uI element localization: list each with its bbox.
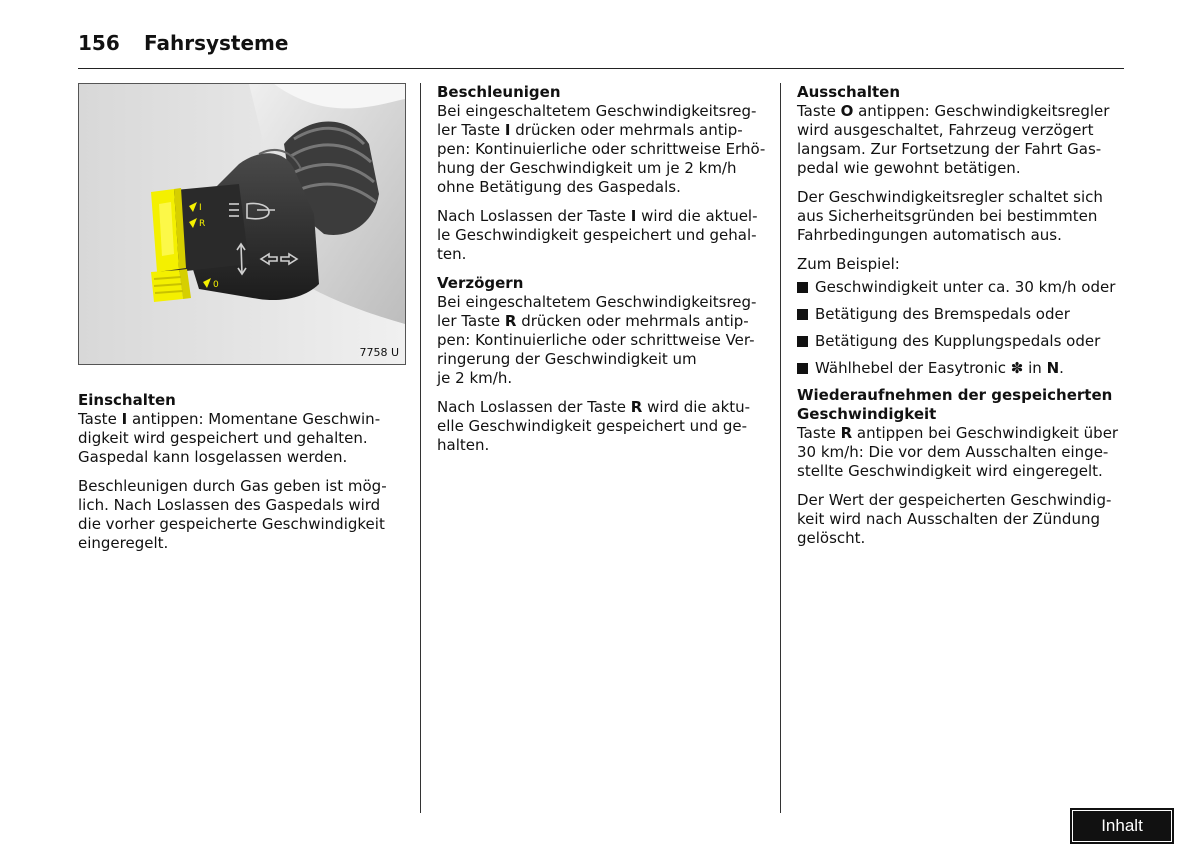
- paragraph-beschleunigen-gas: Beschleunigen durch Gas geben ist mög- lich. Nach Loslassen des Gaspedals wird die vorher gespeicherte Geschwindigkeit eingeregelt.: [78, 477, 387, 552]
- column-divider: [420, 83, 421, 813]
- mark-i: I: [199, 203, 202, 213]
- heading-beschleunigen: Beschleunigen: [437, 83, 561, 101]
- yellow-button-top: [151, 188, 186, 272]
- paragraph-verzoegern-2: Nach Loslassen der Taste R wird die aktu- elle Geschwindigkeit gespeichert und ge- halten.: [437, 398, 751, 454]
- paragraph-wiederaufnehmen-1: Taste R antippen bei Geschwindigkeit über 30 km/h: Die vor dem Ausschalten einge- stellte Geschwindigkeit wird eingeregelt.: [797, 424, 1119, 480]
- yellow-button-bottom: [151, 269, 191, 302]
- column-divider: [780, 83, 781, 813]
- list-item: Betätigung des Bremspedals oder: [797, 305, 1127, 324]
- paragraph-beschleunigen-1: Bei eingeschaltetem Geschwindigkeitsreg- ler Taste I drücken oder mehrmals antip- pen: Kontinuierliche oder schrittweise Erhö- hung der Geschwindigkeit um je 2 km/h ohne Betätigung des Gaspedals.: [437, 102, 766, 196]
- heading-verzoegern: Verzögern: [437, 274, 524, 292]
- figure-label: 7758 U: [359, 346, 399, 359]
- page-header: [78, 30, 1124, 69]
- bullet-square-icon: [797, 309, 808, 320]
- list-item: Wählhebel der Easytronic ✽ in N.: [797, 359, 1127, 378]
- paragraph-zum-beispiel: Zum Beispiel:: [797, 255, 900, 273]
- paragraph-wiederaufnehmen-2: Der Wert der gespeicherten Geschwindig- keit wird nach Ausschalten der Zündung gelöscht.: [797, 491, 1112, 547]
- paragraph-ausschalten-2: Der Geschwindigkeitsregler schaltet sich aus Sicherheitsgründen bei bestimmten Fahrbedingungen automatisch aus.: [797, 188, 1103, 244]
- example-list: [797, 278, 1127, 378]
- paragraph-einschalten: Taste I antippen: Momentane Geschwin- digkeit wird gespeichert und gehalten. Gaspedal kann losgelassen werden.: [78, 410, 381, 466]
- easytronic-icon: ✽: [1010, 359, 1024, 377]
- heading-wiederaufnehmen: Wiederaufnehmen der gespeicherten Geschwindigkeit: [797, 386, 1113, 423]
- paragraph-verzoegern-1: Bei eingeschaltetem Geschwindigkeitsreg- ler Taste R drücken oder mehrmals antip- pen: Kontinuierliche oder schrittweise Ver- ringerung der Geschwindigkeit um je 2 km/h.: [437, 293, 757, 387]
- heading-ausschalten: Ausschalten: [797, 83, 901, 101]
- bullet-square-icon: [797, 282, 808, 293]
- mark-r: R: [199, 219, 206, 229]
- column-middle: [437, 83, 767, 465]
- list-item: Betätigung des Kupplungspedals oder: [797, 332, 1127, 351]
- bullet-square-icon: [797, 363, 808, 374]
- column-left: [78, 83, 408, 563]
- page-number: 156: [78, 31, 120, 55]
- heading-einschalten: Einschalten: [78, 391, 176, 409]
- mark-o: 0: [213, 280, 219, 290]
- list-item: Geschwindigkeit unter ca. 30 km/h oder: [797, 278, 1127, 297]
- cruise-control-lever-illustration: [79, 84, 405, 364]
- cruise-control-figure: [78, 83, 406, 365]
- paragraph-beschleunigen-2: Nach Loslassen der Taste I wird die aktuel- le Geschwindigkeit gespeichert und gehal- ten.: [437, 207, 758, 263]
- column-right: [797, 83, 1127, 558]
- inhalt-button[interactable]: Inhalt: [1070, 808, 1174, 844]
- page-title: Fahrsysteme: [144, 31, 289, 55]
- paragraph-ausschalten-1: Taste O antippen: Geschwindigkeitsregler wird ausgeschaltet, Fahrzeug verzögert langsam. Zur Fortsetzung der Fahrt Gas- pedal wie gewohnt betätigen.: [797, 102, 1110, 177]
- bullet-square-icon: [797, 336, 808, 347]
